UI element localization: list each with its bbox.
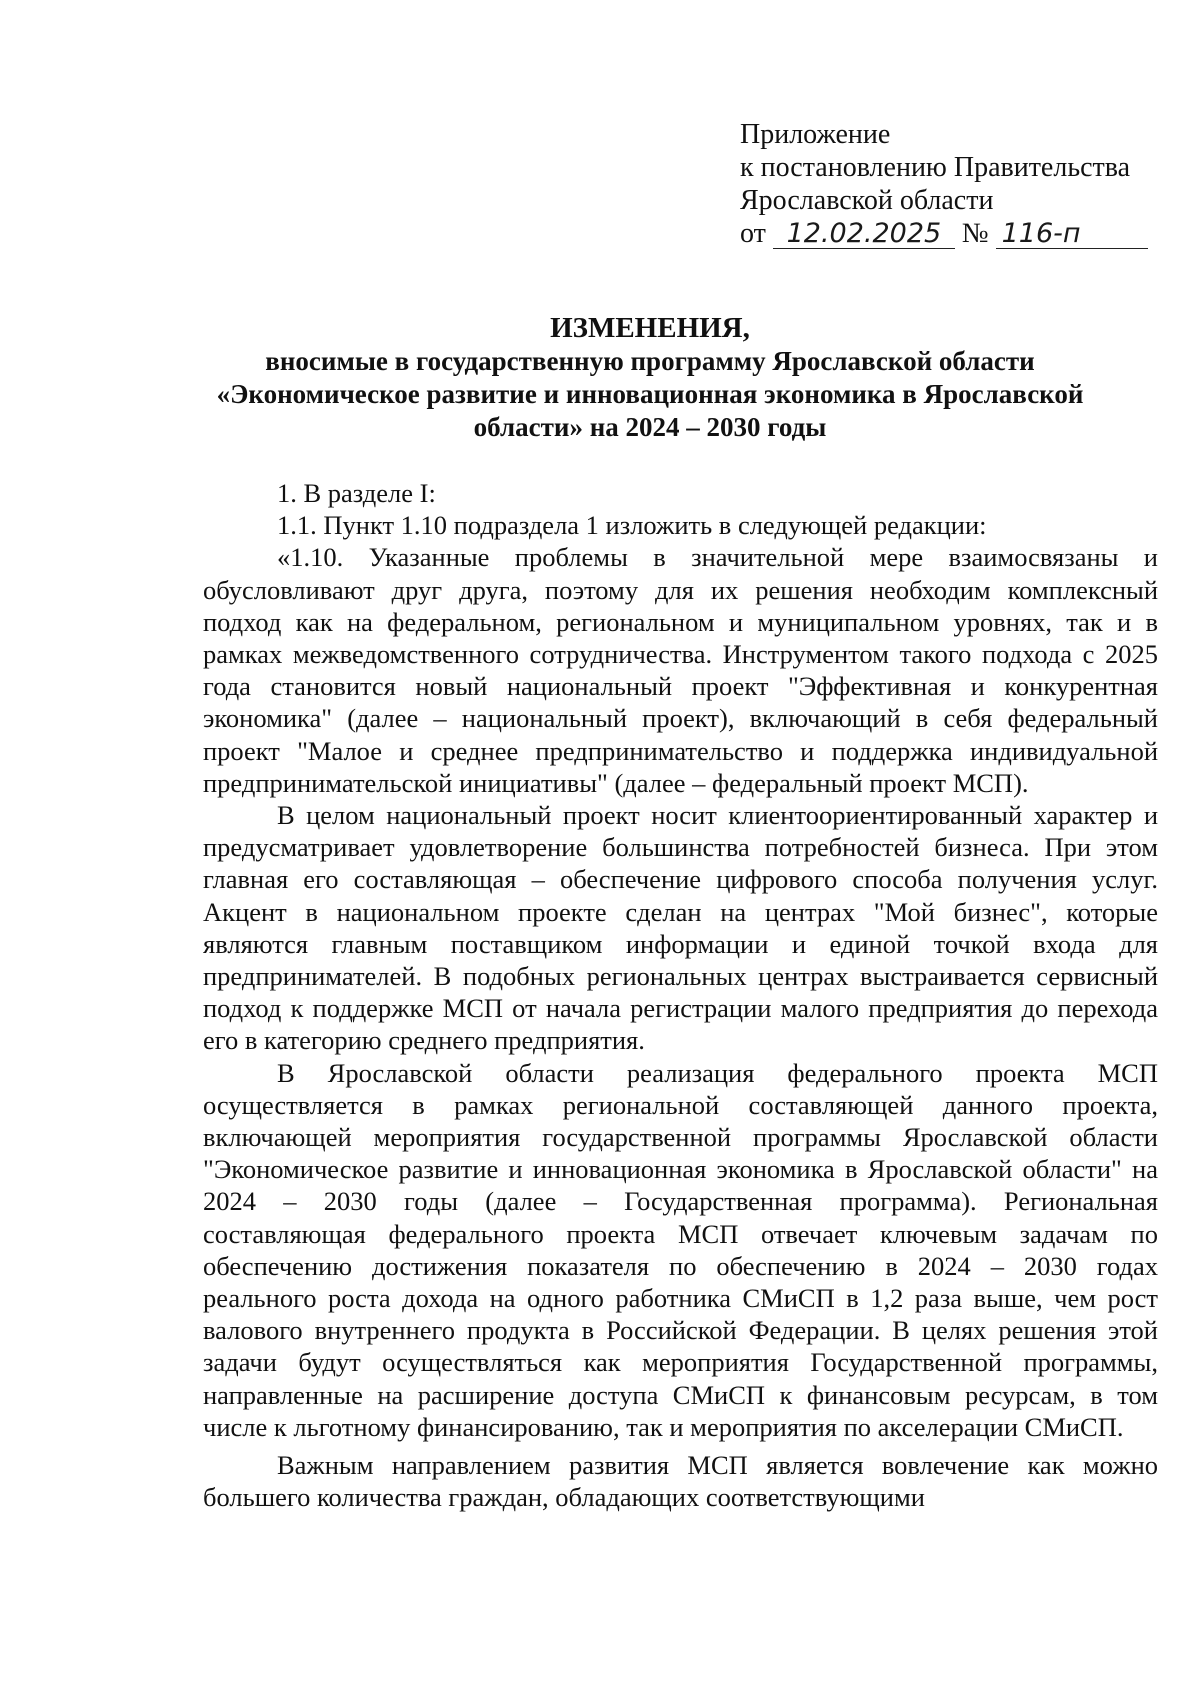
- paragraph-4: В целом национальный проект носит клиентоориентированный характер и предусматривает удовлетворение большинства потребностей бизнеса. При этом главная его составляющая – обеспечение цифрового способа получения услуг. Акцент в национальном проекте сделан на центрах "Мой бизнес", которые являются главным поставщиком информации и единой точкой входа для предпринимателей. В подобных региональных центрах выстраивается сервисный подход к поддержке МСП от начала регистрации малого предприятия до перехода его в категорию среднего предприятия.: [203, 800, 1158, 1056]
- appendix-line-3: Ярославской области: [740, 185, 994, 216]
- appendix-line-2: к постановлению Правительства: [740, 152, 1131, 183]
- handwritten-date: 12.02.2025: [773, 220, 955, 249]
- document-title: [130, 312, 1170, 444]
- paragraph-2: 1.1. Пункт 1.10 подраздела 1 изложить в следующей редакции:: [277, 510, 987, 541]
- title-line-4: области» на 2024 – 2030 годы: [473, 412, 827, 442]
- paragraph-1: 1. В разделе I:: [277, 478, 436, 508]
- title-line-2: вносимые в государственную программу Ярославской области: [265, 346, 1035, 376]
- appendix-line-1: Приложение: [740, 119, 891, 150]
- title-line-1: ИЗМЕНЕНИЯ,: [550, 312, 750, 344]
- number-prefix: №: [961, 218, 989, 249]
- paragraph-6: Важным направлением развития МСП является вовлечение как можно большего количества граждан, обладающих соответствующими: [203, 1450, 1158, 1513]
- appendix-date-line: [740, 217, 1140, 250]
- title-line-3: «Экономическое развитие и инновационная экономика в Ярославской: [216, 379, 1084, 409]
- date-prefix: от: [740, 218, 766, 249]
- paragraph-5: В Ярославской области реализация федерального проекта МСП осуществляется в рамках региональной составляющей данного проекта, включающей мероприятия государственной программы Ярославской области "Экономическое развитие и инновационная экономика в Ярославской области" на 2024 – 2030 годы (далее – Государственная программа). Региональная составляющая федерального проекта МСП отвечает ключевым задачам по обеспечению достижения показателя по обеспечению в 2024 – 2030 годах реального роста дохода на одного работника СМиСП в 1,2 раза выше, чем рост валового внутреннего продукта в Российской Федерации. В целях решения этой задачи будут осуществляться как мероприятия Государственной программы, направленные на расширение доступа СМиСП к финансовым ресурсам, в том числе к льготному финансированию, так и мероприятия по акселерации СМиСП.: [203, 1057, 1158, 1442]
- document-body: [203, 477, 1158, 1514]
- appendix-header: [740, 118, 1140, 250]
- paragraph-3: «1.10. Указанные проблемы в значительной мере взаимосвязаны и обусловливают друг друга, поэтому для их решения необходим комплексный подход как на федеральном, региональном и муниципальном уровнях, так и в рамках межведомственного сотрудничества. Инструментом такого подхода с 2025 года становится новый национальный проект "Эффективная и конкурентная экономика" (далее – национальный проект), включающий в себя федеральный проект "Малое и среднее предпринимательство и поддержка индивидуальной предпринимательской инициативы" (далее – федеральный проект МСП).: [203, 542, 1158, 798]
- handwritten-number: 116-п: [996, 220, 1148, 249]
